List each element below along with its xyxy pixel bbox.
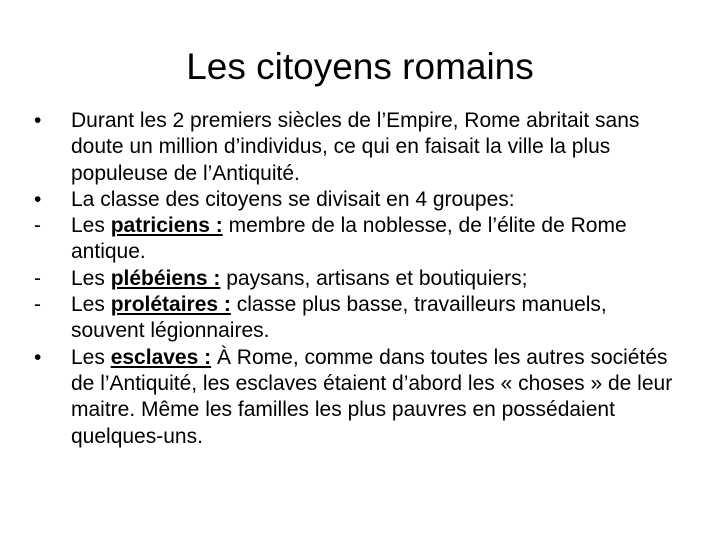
term-patriciens: patriciens : <box>110 214 223 238</box>
dash-marker: - <box>34 266 41 290</box>
list-item-prefix: Les <box>71 293 111 317</box>
list-item-text: Durant les 2 premiers siècles de l’Empire, Rome abritait sans doute un million d’individus, ce qui en faisait la ville la plus populeuse de l’Antiquité. <box>71 109 640 185</box>
term-plebeiens: plébéiens : <box>110 266 221 290</box>
list-item-text: paysans, artisans et boutiquiers; <box>220 266 528 290</box>
dash-marker: - <box>34 293 41 317</box>
list-item-text: membre de la noblesse, de l’élite de Rome antique. <box>71 214 627 264</box>
list-item-prefix: Les <box>71 266 111 290</box>
list-item-proletaires <box>34 292 684 345</box>
slide-title: Les citoyens romains <box>186 46 534 87</box>
list-item-plebeiens <box>34 266 684 292</box>
list-item-population <box>34 108 684 187</box>
bullet-list <box>34 108 684 450</box>
bullet-marker: • <box>34 345 42 369</box>
term-esclaves: esclaves : <box>110 345 212 369</box>
dash-marker: - <box>34 214 41 238</box>
bullet-marker: • <box>34 109 42 132</box>
list-item-text: À Rome, comme dans toutes les autres sociétés de l’Antiquité, les esclaves étaient d’abord les « choses » de leur maitre. Même les familles les plus pauvres en possédaient quelques-uns. <box>71 345 673 448</box>
list-item-esclaves <box>34 345 684 450</box>
term-proletaires: prolétaires : <box>110 293 231 317</box>
list-item-prefix: Les <box>71 214 111 238</box>
list-item-patriciens <box>34 213 684 266</box>
list-item-text: classe plus basse, travailleurs manuels, souvent légionnaires. <box>71 293 607 343</box>
bullet-marker: • <box>34 187 42 211</box>
list-item-classes <box>34 187 684 213</box>
list-item-prefix: Les <box>71 345 111 369</box>
list-item-text: La classe des citoyens se divisait en 4 groupes: <box>71 187 515 211</box>
